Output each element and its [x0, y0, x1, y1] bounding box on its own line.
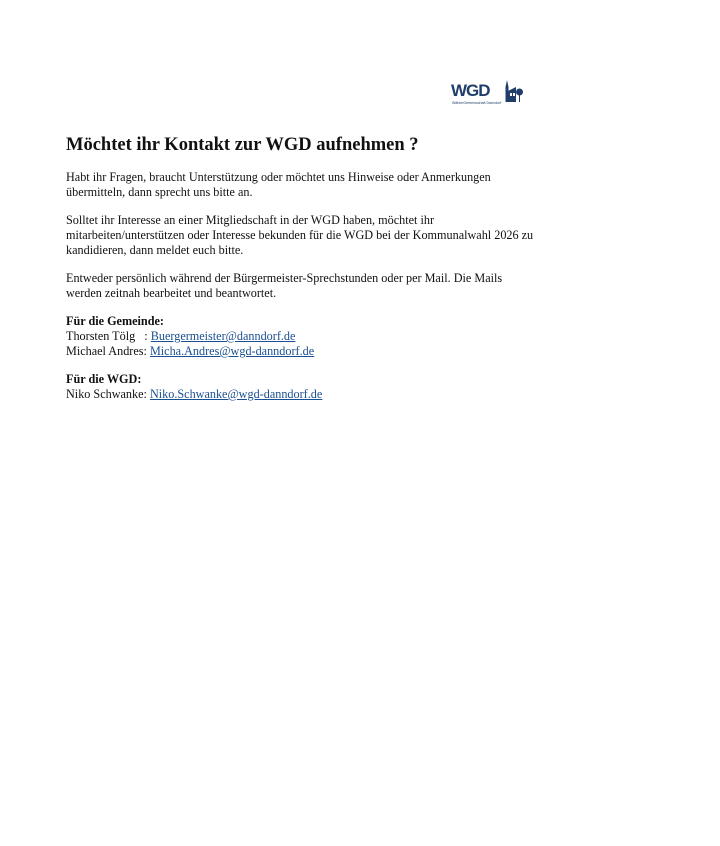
contact-method-paragraph: Entweder persönlich während der Bürgermeister-Sprechstunden oder per Mail. Die Mails werden zeitnah bearbeitet und beantwortet.	[66, 271, 503, 300]
church-icon	[498, 78, 524, 104]
contact-row	[66, 387, 536, 402]
contact-section	[66, 134, 536, 402]
email-link[interactable]: Niko.Schwanke@wgd-danndorf.de	[149, 387, 323, 401]
logo-subtitle: WählerGemeinschaft Danndorf	[452, 101, 502, 105]
wgd-contacts	[66, 372, 536, 402]
contact-name: Thorsten Tölg :	[66, 329, 151, 343]
page-title: Möchtet ihr Kontakt zur WGD aufnehmen ?	[66, 135, 419, 155]
contact-row	[66, 344, 536, 359]
contact-name: Niko Schwanke:	[66, 387, 150, 401]
intro-paragraph: Habt ihr Fragen, braucht Unterstützung oder möchtet uns Hinweise oder Anmerkungen übermitteln, dann sprecht uns bitte an.	[66, 170, 491, 199]
wgd-heading: Für die WGD:	[66, 372, 142, 386]
contact-name: Michael Andres:	[66, 344, 150, 358]
wgd-logo	[449, 78, 525, 110]
email-link[interactable]: Micha.Andres@wgd-danndorf.de	[149, 344, 315, 358]
gemeinde-contacts	[66, 314, 536, 359]
membership-paragraph: Solltet ihr Interesse an einer Mitgliedschaft in der WGD haben, möchtet ihr mitarbeiten/unterstützen oder Interesse bekunden für die WGD bei der Kommunalwahl 2026 zu kandidieren, dann meldet euch bitte.	[66, 213, 534, 257]
email-link[interactable]: Buergermeister@danndorf.de	[150, 329, 296, 343]
gemeinde-heading: Für die Gemeinde:	[66, 314, 164, 328]
contact-row	[66, 329, 536, 344]
logo-text: WGD	[451, 81, 490, 100]
